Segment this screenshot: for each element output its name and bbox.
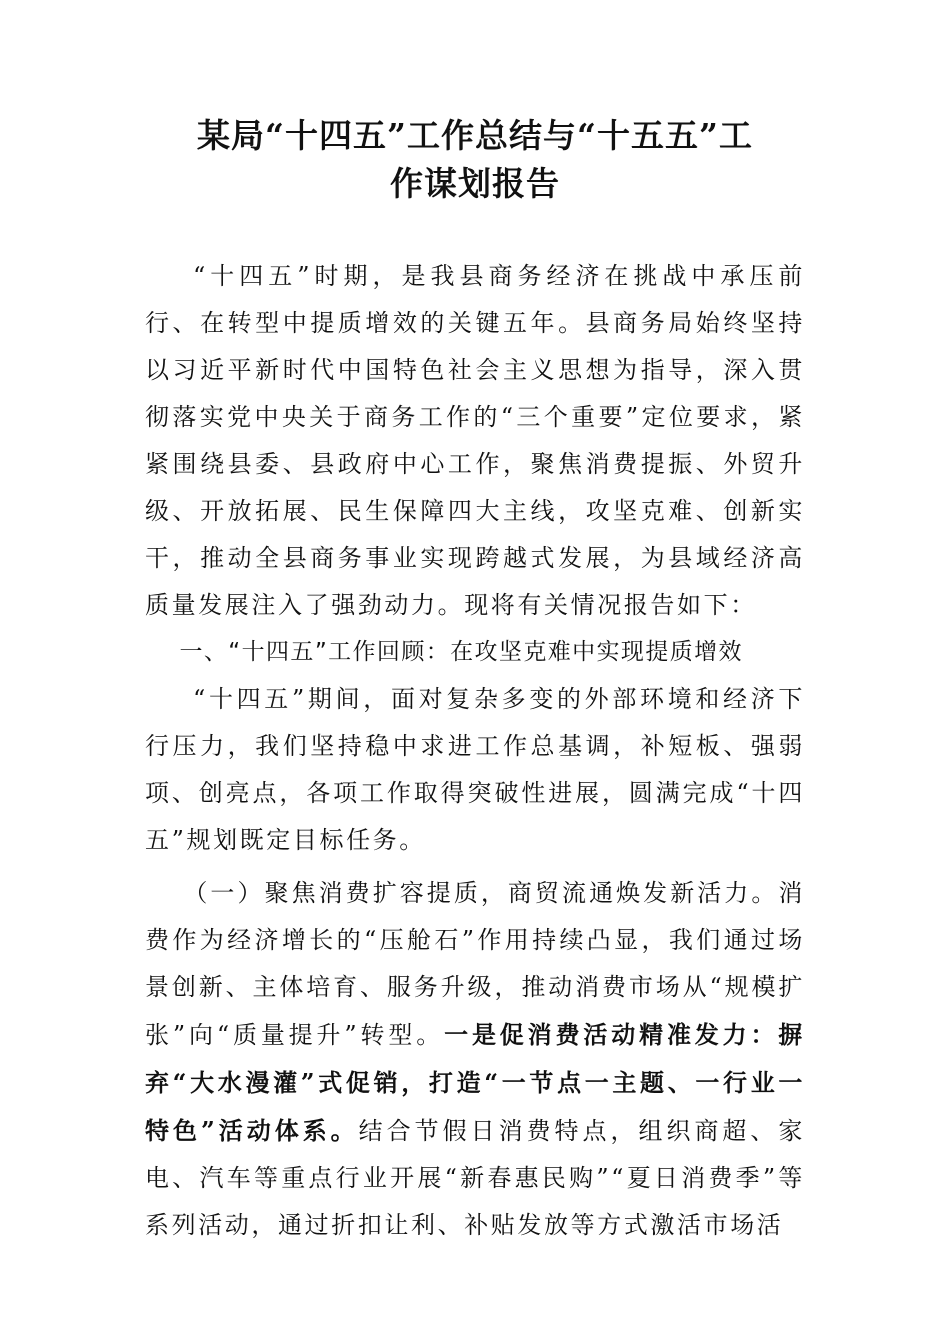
- document-body: [145, 253, 805, 1249]
- consumption-paragraph: [145, 870, 805, 1249]
- section-heading: 一、“十四五”工作回顾：在攻坚克难中实现提质增效: [179, 639, 743, 665]
- intro-paragraph: “十四五”时期，是我县商务经济在挑战中承压前行、在转型中提质增效的关键五年。县商务局始终坚持以习近平新时代中国特色社会主义思想为指导，深入贯彻落实党中央关于商务工作的“三个重要”定位要求，紧紧围绕县委、县政府中心工作，聚焦消费提振、外贸升级、开放拓展、民生保障四大主线，攻坚克难、创新实干，推动全县商务事业实现跨越式发展，为县域经济高质量发展注入了强劲动力。现将有关情况报告如下：: [145, 262, 805, 619]
- title-line-1: 某局“十四五”工作总结与“十五五”工: [197, 116, 753, 155]
- section-review-paragraph: “十四五”期间，面对复杂多变的外部环境和经济下行压力，我们坚持稳中求进工作总基调，补短板、强弱项、创亮点，各项工作取得突破性进展，圆满完成“十四五”规划既定目标任务。: [145, 685, 805, 854]
- consumption-lead-text: （一）聚焦消费扩容提质，商贸流通焕发新活力。消费作为经济增长的“压舱石”作用持续凸显，我们通过场景创新、主体培育、服务升级，推动消费市场从“规模扩张”向“质量提升”转型。: [145, 879, 805, 1049]
- document-title: [145, 112, 805, 208]
- title-line-2: 作谋划报告: [390, 164, 560, 203]
- consumption-tail-text: 结合节假日消费特点，组织商超、家电、汽车等重点行业开展“新春惠民购”“夏日消费季”等系列活动，通过折扣让利、补贴发放等方式激活市场活: [145, 1117, 805, 1239]
- consumption-bold-text: 一是促消费活动精准发力：摒弃“大水漫灌”式促销，打造“一节点一主题、一行业一特色”活动体系。: [145, 1020, 805, 1145]
